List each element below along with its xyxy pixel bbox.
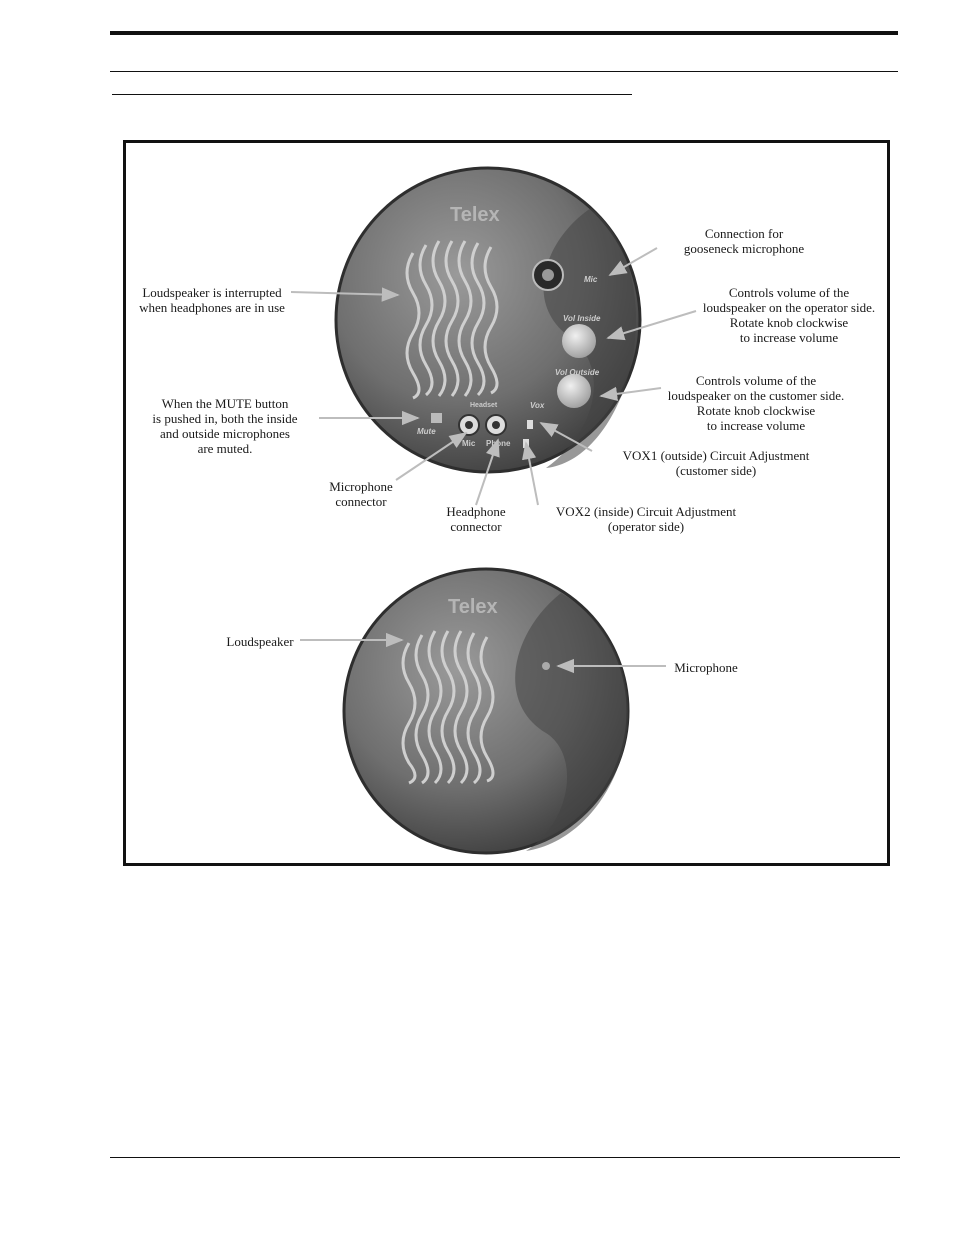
callout-vol-outside: Controls volume of the loudspeaker on the customer side. Rotate knob clockwise to increase volume — [667, 373, 845, 433]
bottom-brand-logo: Telex — [448, 596, 498, 618]
panel-text-mic: Mic — [584, 275, 598, 284]
panel-text-vol-outside: Vol Outside — [555, 368, 600, 377]
header-thin-rule — [110, 71, 898, 72]
panel-text-vol-inside: Vol Inside — [563, 314, 601, 323]
bottom-microphone-hole — [542, 662, 550, 670]
vol-outside-knob — [557, 374, 591, 408]
callout-loudspeaker: Loudspeaker — [226, 634, 294, 649]
panel-text-vox: Vox — [530, 401, 545, 410]
section-title-rule — [112, 94, 632, 95]
callout-mic-connector: Microphone connector — [329, 479, 393, 509]
callout-vox2: VOX2 (inside) Circuit Adjustment (operator side) — [555, 504, 737, 534]
mute-button — [431, 413, 442, 423]
callout-headphone-connector: Headphone connector — [446, 504, 506, 534]
footer-rule — [110, 1157, 900, 1158]
vol-inside-knob — [562, 324, 596, 358]
callout-vox1: VOX1 (outside) Circuit Adjustment (customer side) — [622, 448, 810, 478]
callout-vol-inside: Controls volume of the loudspeaker on the operator side. Rotate knob clockwise to increase volume — [702, 285, 876, 345]
figure-frame — [123, 140, 890, 866]
top-brand-logo: Telex — [450, 204, 500, 226]
callout-microphone: Microphone — [674, 660, 738, 675]
panel-text-mute: Mute — [417, 427, 436, 436]
panel-text-jack-phone: Phone — [486, 439, 511, 448]
panel-text-jack-mic: Mic — [462, 439, 476, 448]
callout-mute: When the MUTE button is pushed in, both the inside and outside microphones are muted. — [152, 396, 298, 456]
callout-gooseneck: Connection for gooseneck microphone — [683, 226, 805, 256]
vox1-screw — [527, 420, 533, 429]
panel-text-headset: Headset — [470, 402, 498, 409]
header-thick-rule — [110, 31, 898, 35]
callout-loudspeaker-interrupted: Loudspeaker is interrupted when headphones are in use — [139, 285, 285, 315]
